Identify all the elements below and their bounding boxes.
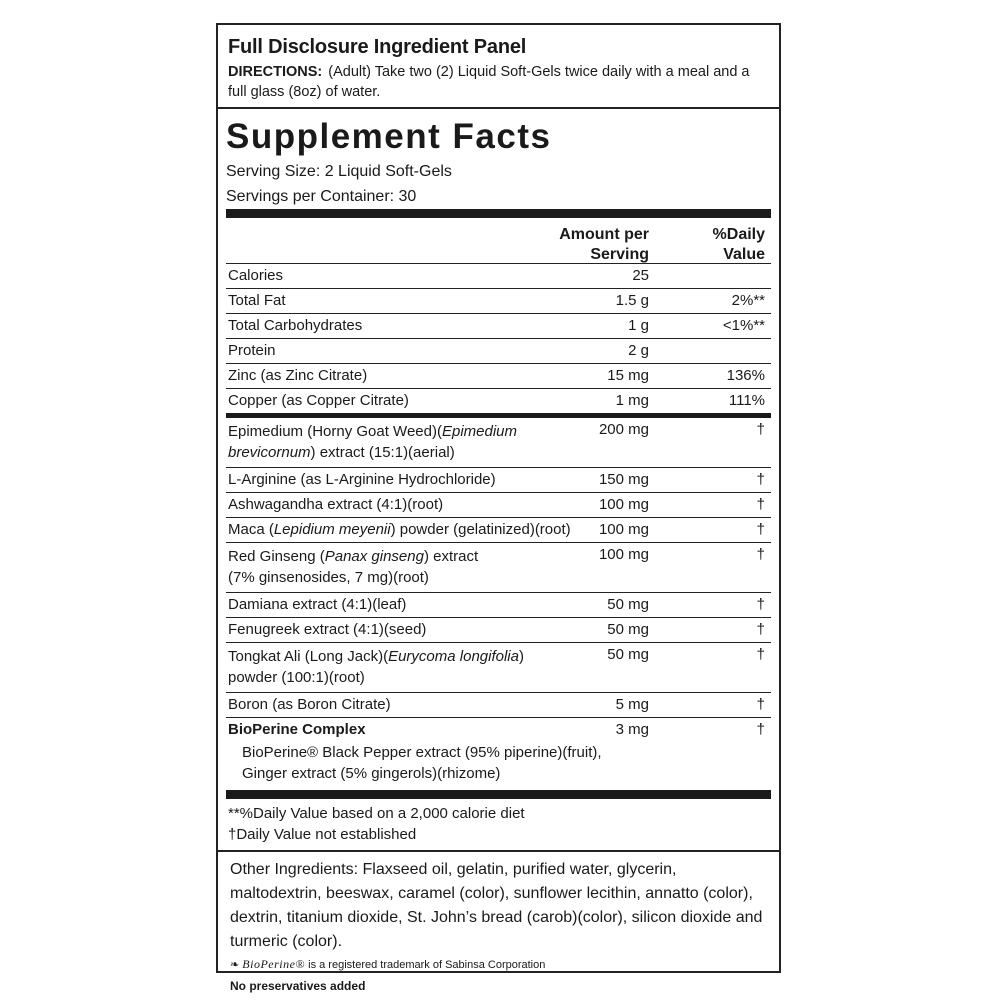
ingredient-dv: †	[756, 696, 765, 713]
ingredient-dv: †	[756, 496, 765, 513]
ingredient-panel	[216, 23, 781, 993]
serving-size: Serving Size: 2 Liquid Soft-Gels	[226, 163, 452, 180]
ingredient-name: Epimedium (Horny Goat Weed)(Epimedium brevicornum) extract (15:1)(aerial)	[228, 423, 517, 461]
other-ingredients: Other Ingredients: Flaxseed oil, gelatin, purified water, glycerin, maltodextrin, beeswax, caramel (color), sunflower lecithin, annatto (color), dextrin, titanium dioxide, St. John’s bread (carob)(color), silicon dioxide and turmeric (color).	[230, 861, 763, 950]
trademark-note	[230, 956, 769, 973]
trademark-text: is a registered trademark of Sabinsa Corporation	[308, 959, 546, 971]
dv-header-line2: Value	[723, 246, 765, 263]
ingredient-row	[226, 543, 771, 593]
ingredient-row	[226, 468, 771, 493]
nutrient-name: Calories	[228, 267, 284, 284]
bioperine-logo: BioPerine®	[242, 957, 306, 971]
ingredient-amount: 100 mg	[598, 521, 649, 538]
ingredient-name: L-Arginine (as L-Arginine Hydrochloride)	[228, 471, 496, 488]
ingredient-name: Tongkat Ali (Long Jack)(Eurycoma longifolia) powder (100:1)(root)	[228, 648, 524, 686]
ingredient-amount: 5 mg	[615, 696, 649, 713]
thick-divider-bottom	[226, 790, 771, 799]
nutrient-name: Protein	[228, 342, 276, 359]
nutrient-rows	[226, 264, 771, 413]
nutrient-name: Total Carbohydrates	[228, 317, 363, 334]
directions-label: DIRECTIONS:	[228, 64, 323, 80]
nutrient-row	[226, 264, 771, 289]
ingredient-dv: †	[756, 621, 765, 638]
leaf-icon: ❧	[230, 959, 240, 971]
amount-header-line1: Amount per	[559, 226, 649, 243]
footnote-daily-value: **%Daily Value based on a 2,000 calorie diet	[228, 805, 525, 822]
nutrient-amount: 2 g	[628, 342, 649, 359]
amount-header	[559, 225, 649, 265]
bioperine-name: BioPerine Complex	[228, 721, 366, 738]
ingredient-name: Fenugreek extract (4:1)(seed)	[228, 621, 427, 638]
other-ingredients-section	[218, 850, 779, 993]
ingredient-row	[226, 643, 771, 693]
ingredient-dv: †	[756, 646, 765, 663]
nutrient-row	[226, 314, 771, 339]
dv-header	[713, 225, 765, 265]
footnote-not-established: †Daily Value not established	[228, 826, 417, 843]
nutrient-amount: 1 g	[628, 317, 649, 334]
no-preservatives: No preservatives added	[230, 979, 366, 993]
supplement-facts	[226, 111, 771, 847]
botanical-rows	[226, 418, 771, 790]
bioperine-row	[226, 718, 771, 790]
amount-header-line2: Serving	[590, 246, 649, 263]
ingredient-name: Maca (Lepidium meyenii) powder (gelatinized)(root)	[228, 521, 571, 538]
ingredient-row	[226, 418, 771, 468]
nutrient-dv: 2%**	[731, 292, 765, 309]
ingredient-name: Damiana extract (4:1)(leaf)	[228, 596, 407, 613]
ingredient-amount: 100 mg	[598, 496, 649, 513]
nutrient-dv: <1%**	[722, 317, 765, 334]
thick-divider	[226, 209, 771, 218]
panel-title: Full Disclosure Ingredient Panel	[228, 36, 527, 58]
dv-header-line1: %Daily	[712, 226, 765, 243]
footnotes	[226, 799, 771, 847]
nutrient-dv: 111%	[728, 392, 765, 409]
ingredient-dv: †	[756, 421, 765, 438]
directions	[228, 62, 769, 102]
nutrient-name: Copper (as Copper Citrate)	[228, 392, 409, 409]
bioperine-amount: 3 mg	[615, 721, 649, 738]
directions-section	[218, 25, 779, 109]
nutrient-amount: 1 mg	[615, 392, 649, 409]
ingredient-amount: 200 mg	[598, 421, 649, 438]
supplement-facts-title: Supplement Facts	[226, 117, 552, 156]
ingredient-amount: 100 mg	[598, 546, 649, 563]
ingredient-name: Ashwagandha extract (4:1)(root)	[228, 496, 444, 513]
ingredient-amount: 50 mg	[607, 621, 649, 638]
ingredient-amount: 50 mg	[607, 646, 649, 663]
nutrient-name: Zinc (as Zinc Citrate)	[228, 367, 368, 384]
ingredient-row	[226, 493, 771, 518]
ingredient-name: Red Ginseng (Panax ginseng) extract (7% ginsenosides, 7 mg)(root)	[228, 548, 479, 586]
nutrient-row	[226, 364, 771, 389]
ingredient-dv: †	[756, 471, 765, 488]
nutrient-amount: 25	[632, 267, 649, 284]
ingredient-amount: 50 mg	[607, 596, 649, 613]
column-header	[226, 218, 771, 264]
directions-text: (Adult) Take two (2) Liquid Soft-Gels twice daily with a meal and a full glass (8oz) of water.	[228, 64, 750, 100]
nutrient-row	[226, 339, 771, 364]
nutrient-row	[226, 389, 771, 413]
ingredient-amount: 150 mg	[598, 471, 649, 488]
nutrient-dv: 136%	[726, 367, 765, 384]
ingredient-dv: †	[756, 546, 765, 563]
nutrient-row	[226, 289, 771, 314]
bioperine-description: BioPerine® Black Pepper extract (95% piperine)(fruit), Ginger extract (5% gingerols)(rhizome)	[242, 744, 602, 782]
ingredient-name: Boron (as Boron Citrate)	[228, 696, 391, 713]
ingredient-dv: †	[756, 596, 765, 613]
nutrient-amount: 15 mg	[607, 367, 649, 384]
servings-per-container: Servings per Container: 30	[226, 188, 417, 205]
nutrient-name: Total Fat	[228, 292, 286, 309]
ingredient-row	[226, 593, 771, 618]
ingredient-row	[226, 618, 771, 643]
ingredient-dv: †	[756, 521, 765, 538]
ingredient-row	[226, 693, 771, 718]
nutrient-amount: 1.5 g	[615, 292, 649, 309]
bioperine-dv: †	[756, 721, 765, 738]
ingredient-row	[226, 518, 771, 543]
